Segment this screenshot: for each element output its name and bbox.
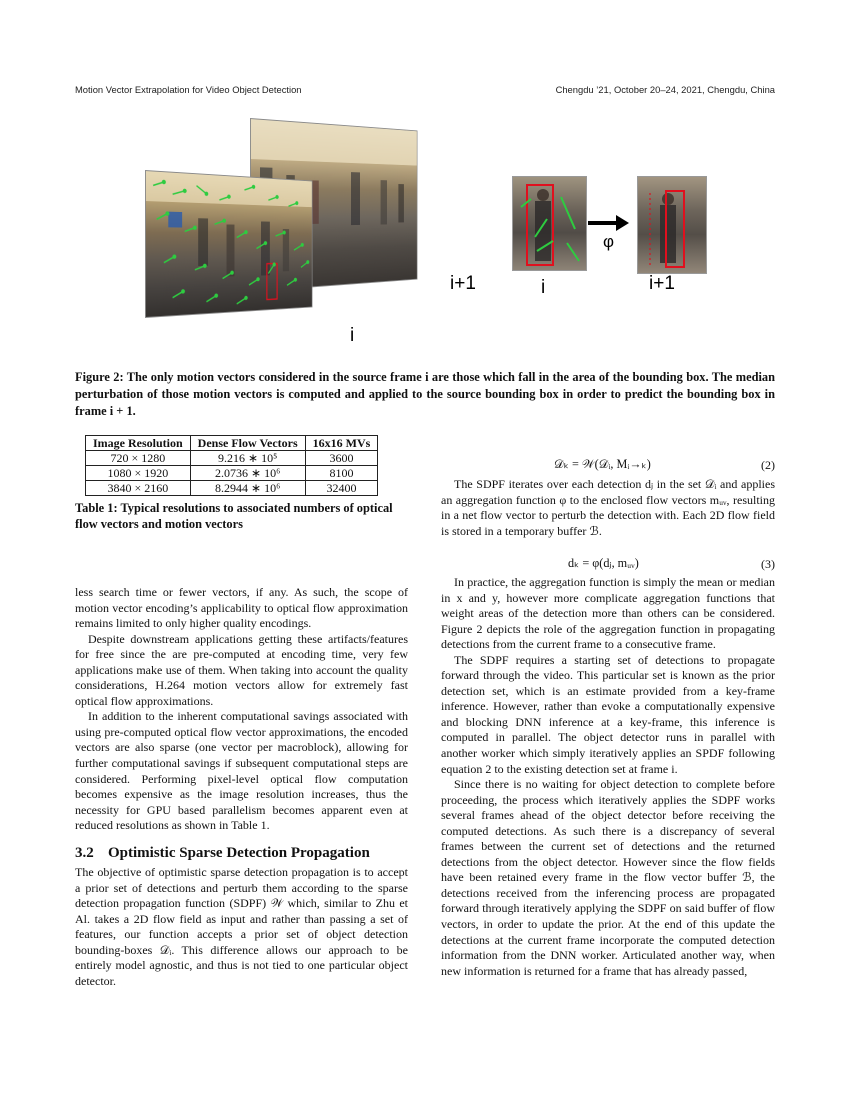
figure-2-caption: Figure 2: The only motion vectors considered in the source frame i are those which fall in the area of the bounding box. The median perturbation of those motion vectors is computed and applied to the source bounding box in order to predict the bounding box in frame i + 1. <box>75 370 775 418</box>
section-title: Optimistic Sparse Detection Propagation <box>108 845 370 861</box>
equation-3-number: (3) <box>761 557 775 571</box>
frame-i-scene-with-motion-vectors <box>146 171 312 317</box>
label-crop-i: i <box>541 277 546 298</box>
frame-i-photo <box>145 170 312 318</box>
table-cell: 1080 × 1920 <box>86 466 191 481</box>
table-row <box>86 451 378 466</box>
table-cell: 9.216 ∗ 10⁵ <box>190 451 305 466</box>
section-heading <box>75 845 370 862</box>
table-cell: 2.0736 ∗ 10⁶ <box>190 466 305 481</box>
table-header-resolution: Image Resolution <box>86 436 191 451</box>
section-number: 3.2 <box>75 845 94 861</box>
paragraph: In practice, the aggregation function is simply the mean or median in x and y, however more complicate aggregation functions that weight areas of the detection more than others can be considered. Figure 2 depicts the role of the aggregation function in propagating detections from the current frame to a consecutive frame. <box>441 575 775 652</box>
paragraph: The objective of optimistic sparse detection propagation is to accept a prior set of detections and perturb them according to the sparse detection propagation function (SDPF) 𝒲 which, similar to Zhu et Al. takes a 2D flow field as input and rather than passing a set of features, our function accepts a prior set of object detection bounding-boxes 𝒟ᵢ. This difference allows our approach to be entirely model agnostic, and thus is not tied to one particular object detector. <box>75 865 408 988</box>
crop-frame-i-plus-1-scene <box>638 177 706 273</box>
running-header-title: Motion Vector Extrapolation for Video Object Detection <box>75 84 302 95</box>
paragraph: Since there is no waiting for object detection to complete before proceeding, the process which iteratively applies the SDPF works several frames ahead of the object detector before receiving the computed detections. As such there is a discrepancy of several frames between the current set of detections and the returned detections from the object detector. However since the flow fields have been retained every frame in the flow vector buffer ℬ, the detections received from the inferencing process are propagated forward through iteratively applying the SDPF on said buffer of flow vectors, in order to update the prior. At the end of this update the detections at the current frame incorporate the computed detection information from the DNN worker. Articulated another way, when new information is returned for a frame that has already passed, <box>441 777 775 978</box>
label-frame-i-plus-1: i+1 <box>450 273 476 294</box>
table-cell: 3840 × 2160 <box>86 481 191 496</box>
equation-3: dₖ = φ(dⱼ, mᵤᵥ) <box>568 556 639 570</box>
crop-frame-i <box>512 176 587 271</box>
table-cell: 3600 <box>305 451 378 466</box>
paragraph: Despite downstream applications getting these artifacts/features for free since the are pre-computed at encoding time, very few applications make use of them. When taking into account the quality considerations, H.264 motion vectors allow for extremely fast optical flow approximations. <box>75 631 408 708</box>
paragraph: In addition to the inherent computational savings associated with using pre-computed optical flow vector approximations, the encoded vectors are also sparse (one vector per macroblock), allowing for further computational savings if subsequent computational steps are considered. Performing pixel-level optical flow computation becomes expensive as the image resolution increases, thus the necessity for GPU based parallelism becomes apparent even at reduced resolutions as shown in Table 1. <box>75 709 408 833</box>
equation-2-number: (2) <box>761 458 775 472</box>
equation-2: 𝒟ₖ = 𝒲(𝒟ᵢ, Mᵢ→ₖ) <box>554 457 651 471</box>
table-cell: 720 × 1280 <box>86 451 191 466</box>
left-column-text <box>75 585 408 834</box>
table-row <box>86 481 378 496</box>
eq2-explanation <box>441 477 775 539</box>
table-cell: 32400 <box>305 481 378 496</box>
table-header-dense-flow: Dense Flow Vectors <box>190 436 305 451</box>
right-column-text <box>441 575 775 979</box>
table-cell: 8100 <box>305 466 378 481</box>
table-1-caption: Table 1: Typical resolutions to associated numbers of optical flow vectors and motion vectors <box>75 501 393 531</box>
crop-frame-i-plus-1 <box>637 176 707 274</box>
section-3-2-text <box>75 865 408 989</box>
label-phi: φ <box>603 232 615 251</box>
label-crop-i-plus-1: i+1 <box>649 273 675 294</box>
table-cell: 8.2944 ∗ 10⁶ <box>190 481 305 496</box>
table-row <box>86 466 378 481</box>
table-header-mvs: 16x16 MVs <box>305 436 378 451</box>
paragraph: The SDPF requires a starting set of detections to propagate forward through the video. This particular set is known as the prior detection set, which is an estimate provided from a key-frame inference. However, rather than evoke a computationally expensive and blocking DNN inference at a key-frame, this inference is computed in parallel. The object detector runs in parallel with another worker which simply iteratively applies an SPDF following equation 2 to the existing detection set at frame i. <box>441 652 775 776</box>
paragraph: The SDPF iterates over each detection dⱼ in the set 𝒟ᵢ and applies an aggregation function φ to the enclosed flow vectors mᵤᵥ, resulting in a net flow vector to perturb the detection with. Each 2D flow field is stored in a temporary buffer ℬ. <box>441 477 775 538</box>
crop-frame-i-scene <box>513 177 586 270</box>
paragraph: less search time or fewer vectors, if any. As such, the scope of motion vector encoding’s applicability to optical flow approximation remains limited to only higher quality encodings. <box>75 585 408 631</box>
propagation-arrow <box>586 213 630 233</box>
table-1 <box>85 435 378 496</box>
label-frame-i: i <box>350 325 355 346</box>
running-header-venue: Chengdu ’21, October 20–24, 2021, Chengdu, China <box>555 84 775 95</box>
